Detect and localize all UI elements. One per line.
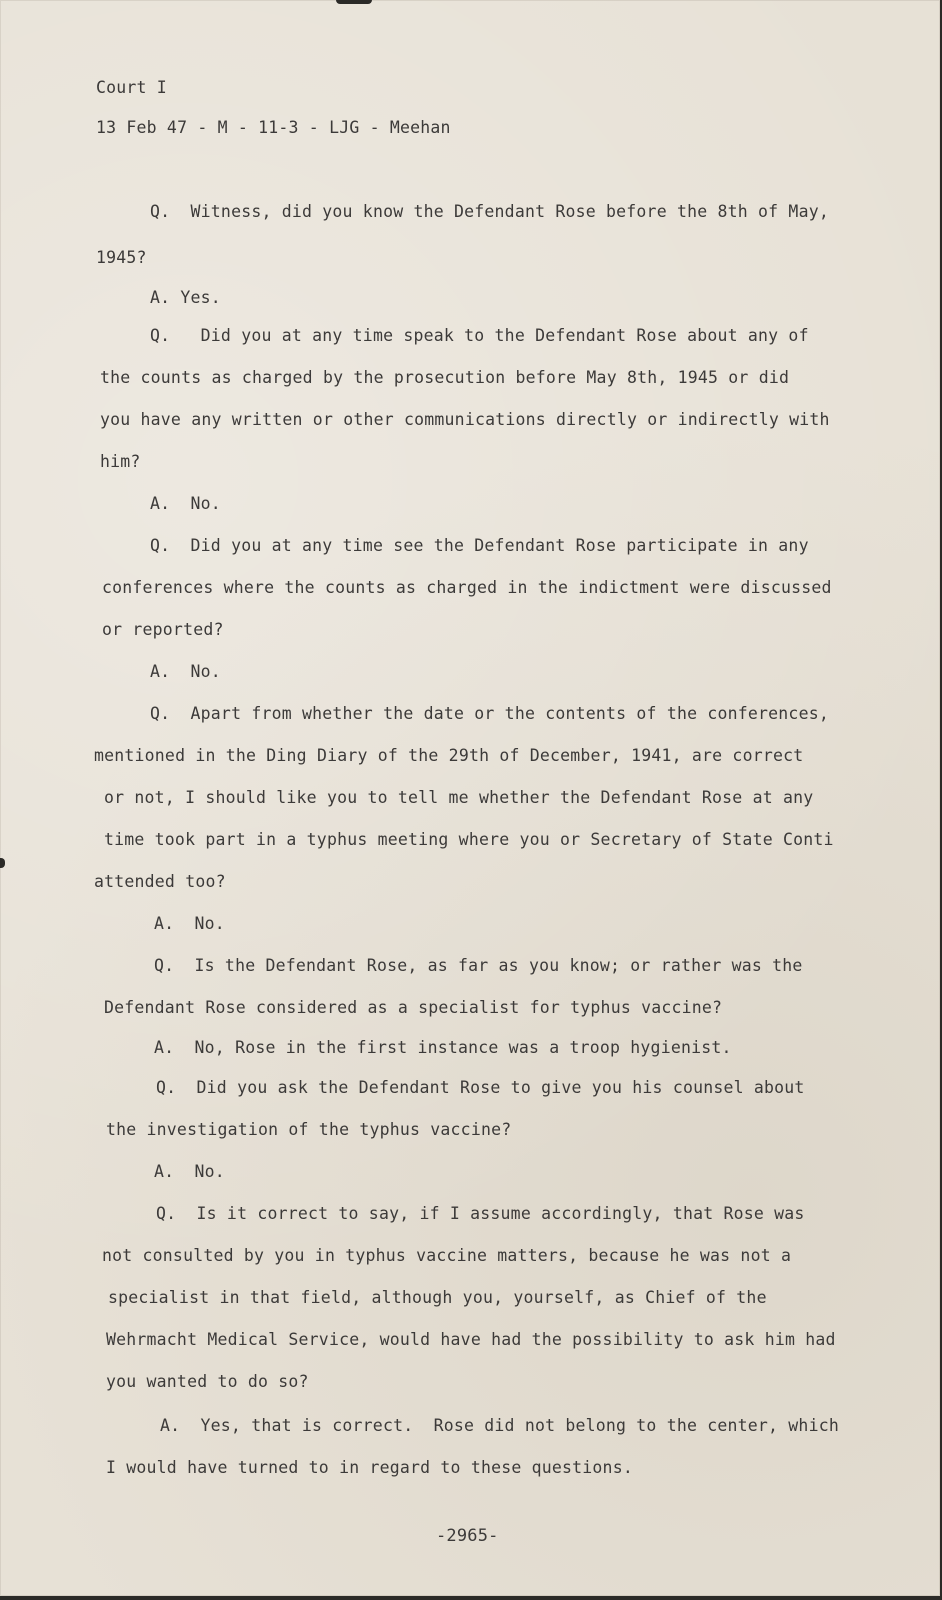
answer-line: A. Yes, that is correct. Rose did not belong to the center, which — [160, 1416, 839, 1435]
question-line: Q. Did you at any time speak to the Defendant Rose about any of — [150, 326, 809, 345]
answer-line: A. Yes. — [150, 288, 221, 307]
question-line: you have any written or other communications directly or indirectly with — [100, 410, 830, 429]
answer-line: A. No. — [150, 662, 221, 681]
question-line: you wanted to do so? — [106, 1372, 309, 1391]
question-line: the counts as charged by the prosecution before May 8th, 1945 or did — [100, 368, 790, 387]
answer-line: A. No. — [154, 1162, 225, 1181]
question-line: him? — [100, 452, 141, 471]
question-line: Q. Apart from whether the date or the contents of the conferences, — [150, 704, 829, 723]
page-number: -2965- — [436, 1526, 499, 1546]
punch-mark — [0, 858, 5, 868]
question-line: or not, I should like you to tell me whether the Defendant Rose at any — [104, 788, 814, 807]
session-line: 13 Feb 47 - M - 11-3 - LJG - Meehan — [96, 118, 451, 137]
scan-edge — [0, 1596, 942, 1600]
question-line: time took part in a typhus meeting where you or Secretary of State Conti — [104, 830, 834, 849]
court-label: Court I — [96, 78, 167, 97]
question-line: conferences where the counts as charged in the indictment were discussed — [102, 578, 832, 597]
question-line: Defendant Rose considered as a specialist for typhus vaccine? — [104, 998, 723, 1017]
question-line: Wehrmacht Medical Service, would have had the possibility to ask him had — [106, 1330, 836, 1349]
question-line: Q. Is the Defendant Rose, as far as you know; or rather was the — [154, 956, 803, 975]
question-line: not consulted by you in typhus vaccine matters, because he was not a — [102, 1246, 792, 1265]
question-line: 1945? — [96, 248, 147, 267]
answer-line: A. No. — [150, 494, 221, 513]
question-line: mentioned in the Ding Diary of the 29th of December, 1941, are correct — [94, 746, 804, 765]
question-line: Q. Witness, did you know the Defendant Rose before the 8th of May, — [150, 202, 829, 221]
question-line: Q. Is it correct to say, if I assume accordingly, that Rose was — [156, 1204, 805, 1223]
binding-mark — [336, 0, 372, 4]
question-line: Q. Did you ask the Defendant Rose to give you his counsel about — [156, 1078, 805, 1097]
question-line: specialist in that field, although you, yourself, as Chief of the — [108, 1288, 767, 1307]
answer-line: A. No, Rose in the first instance was a troop hygienist. — [154, 1038, 732, 1057]
question-line: attended too? — [94, 872, 226, 891]
question-line: or reported? — [102, 620, 224, 639]
answer-line: I would have turned to in regard to these questions. — [106, 1458, 633, 1477]
question-line: the investigation of the typhus vaccine? — [106, 1120, 512, 1139]
answer-line: A. No. — [154, 914, 225, 933]
question-line: Q. Did you at any time see the Defendant Rose participate in any — [150, 536, 809, 555]
